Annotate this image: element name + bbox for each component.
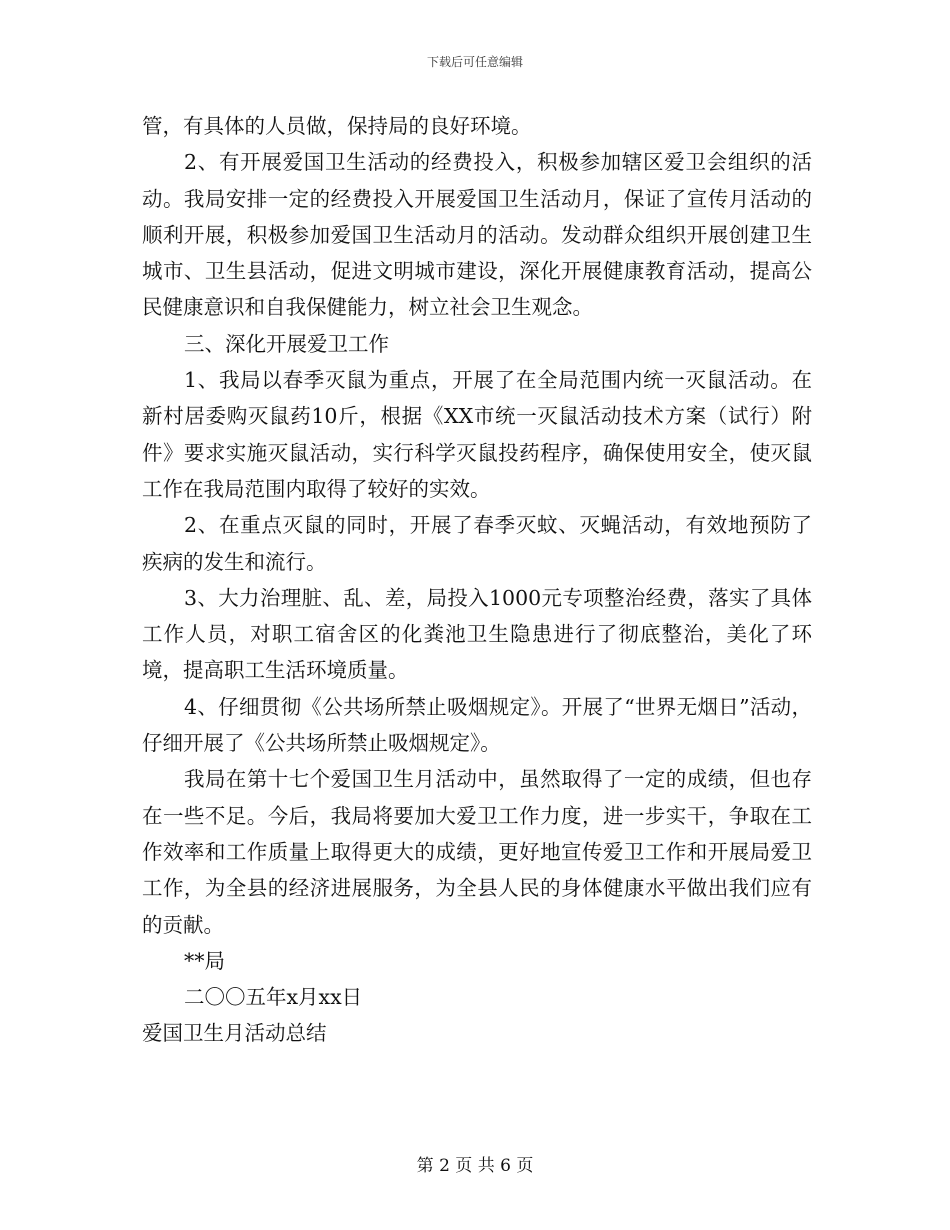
document-date: 二〇〇五年x月xx日 xyxy=(184,985,363,1010)
paragraph-sanitation: 3、大力治理脏、乱、差，局投入1000元专项整治经费，落实了具体工作人员，对职工宿舍区的化粪池卫生隐患进行了彻底整治，美化了环境，提高职工生活环境质量。 xyxy=(142,585,812,683)
next-document-title: 爱国卫生月活动总结 xyxy=(142,1021,327,1046)
paragraph-mosquito-fly-control: 2、在重点灭鼠的同时，开展了春季灭蚊、灭蝇活动，有效地预防了疾病的发生和流行。 xyxy=(142,513,812,574)
paragraph-funding: 2、有开展爱国卫生活动的经费投入，积极参加辖区爱卫会组织的活动。我局安排一定的经费投入开展爱国卫生活动月，保证了宣传月活动的顺利开展，积极参加爱国卫生活动月的活动。发动群众组织开展创建卫生城市、卫生县活动，促进文明城市建设，深化开展健康教育活动，提高公民健康意识和自我保健能力，树立社会卫生观念。 xyxy=(142,150,812,320)
paragraph-no-smoking: 4、仔细贯彻《公共场所禁止吸烟规定》。开展了“世界无烟日”活动，仔细开展了《公共场所禁止吸烟规定》。 xyxy=(142,694,812,756)
signature: **局 xyxy=(184,948,225,973)
paragraph-rodent-control: 1、我局以春季灭鼠为重点，开展了在全局范围内统一灭鼠活动。在新村居委购灭鼠药10斤，根据《XX市统一灭鼠活动技术方案（试行）附件》要求实施灭鼠活动，实行科学灭鼠投药程序，确保使用安全，使灭鼠工作在我局范围内取得了较好的实效。 xyxy=(142,368,812,501)
page-header-note: 下载后可任意编辑 xyxy=(426,55,523,69)
page-number: 第 2 页 共 6 页 xyxy=(416,1156,534,1176)
paragraph-continuation: 管，有具体的人员做，保持局的良好环境。 xyxy=(142,114,532,138)
document-body xyxy=(142,108,812,1052)
paragraph-conclusion: 我局在第十七个爱国卫生月活动中，虽然取得了一定的成绩，但也存在一些不足。今后，我局将要加大爱卫工作力度，进一步实干，争取在工作效率和工作质量上取得更大的成绩，更好地宣传爱卫工作和开展局爱卫工作，为全县的经济进展服务，为全县人民的身体健康水平做出我们应有的贡献。 xyxy=(142,767,812,937)
section-heading: 三、深化开展爱卫工作 xyxy=(184,331,389,356)
